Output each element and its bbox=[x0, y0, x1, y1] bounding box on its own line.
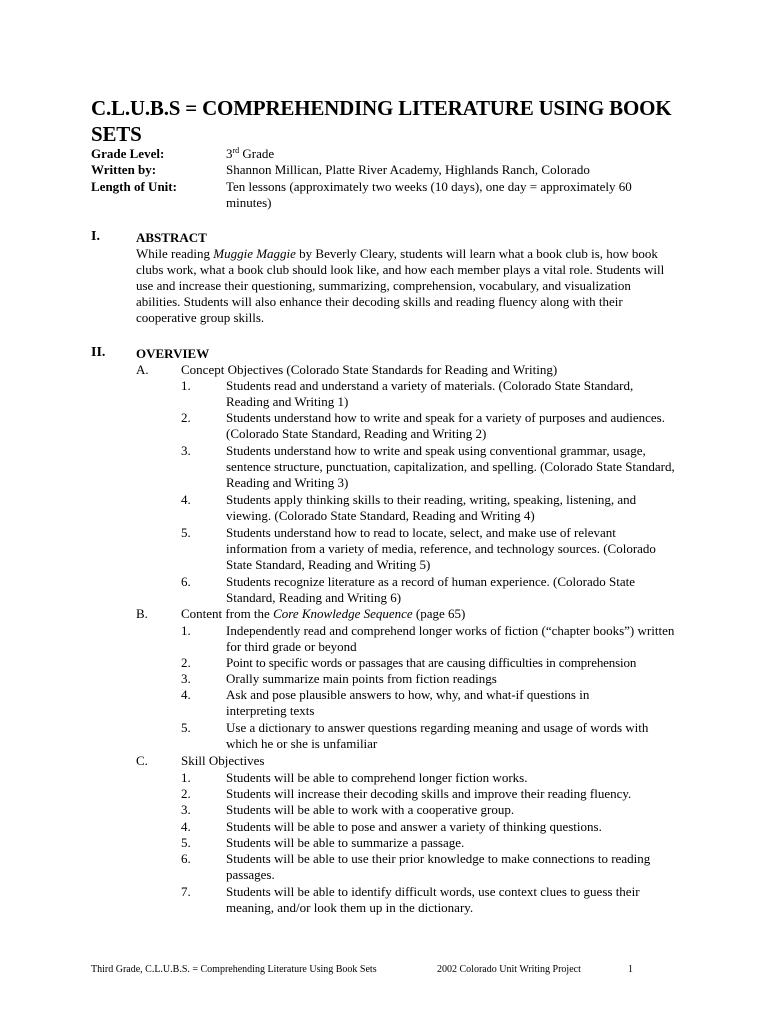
item-text: Students will be able to pose and answer a variety of thinking questions. bbox=[226, 819, 602, 834]
item-number: 4. bbox=[181, 687, 191, 702]
item-number: 1. bbox=[181, 770, 191, 785]
length-of-unit-label: Length of Unit: bbox=[91, 179, 177, 194]
item-text: Use a dictionary to answer questions regarding meaning and usage of words with which he or she is unfamiliar bbox=[226, 720, 649, 751]
item-number: 3. bbox=[181, 671, 191, 686]
subsection-title bbox=[181, 606, 681, 622]
item-number: 5. bbox=[181, 835, 191, 850]
written-by-value: Shannon Millican, Platte River Academy, Highlands Ranch, Colorado bbox=[226, 162, 590, 177]
item-number: 6. bbox=[181, 574, 191, 589]
item-text: Students understand how to write and speak using conventional grammar, usage, sentence structure, punctuation, capitalization, and spelling. (Colorado State Standard, Reading and Writing 3) bbox=[226, 443, 675, 490]
grade-level-value bbox=[226, 146, 686, 162]
page-number: 1 bbox=[628, 964, 633, 975]
grade-level-label: Grade Level: bbox=[91, 146, 165, 161]
item-number: 5. bbox=[181, 720, 191, 735]
abstract-text-start: While reading bbox=[136, 246, 214, 261]
item-number: 2. bbox=[181, 655, 191, 670]
item-number: 6. bbox=[181, 851, 191, 866]
item-text: Students will be able to use their prior knowledge to make connections to reading passages. bbox=[226, 851, 651, 882]
item-text: Students recognize literature as a record of human experience. (Colorado State Standard, Reading and Writing 6) bbox=[226, 574, 635, 605]
item-text: Students understand how to write and speak for a variety of purposes and audiences. (Colorado State Standard, Reading and Writing 2) bbox=[226, 410, 665, 441]
document-title: C.L.U.B.S = COMPREHENDING LITERATURE USING BOOK SETS bbox=[91, 96, 672, 146]
length-of-unit-value: Ten lessons (approximately two weeks (10 days), one day = approximately 60 minutes) bbox=[226, 179, 632, 210]
item-number: 1. bbox=[181, 378, 191, 393]
item-number: 4. bbox=[181, 492, 191, 507]
subsection-title: Concept Objectives (Colorado State Standards for Reading and Writing) bbox=[181, 362, 558, 377]
item-text: Students read and understand a variety of materials. (Colorado State Standard, Reading and Writing 1) bbox=[226, 378, 634, 409]
footer-unit-title: Third Grade, C.L.U.B.S. = Comprehending Literature Using Book Sets bbox=[91, 964, 377, 975]
item-number: 3. bbox=[181, 802, 191, 817]
item-text: Independently read and comprehend longer works of fiction (“chapter books”) written for third grade or beyond bbox=[226, 623, 675, 654]
subsection-title: Skill Objectives bbox=[181, 753, 265, 768]
section-numeral-1: I. bbox=[91, 229, 100, 244]
item-text: Students apply thinking skills to their reading, writing, speaking, listening, and viewing. (Colorado State Standard, Reading and Writing 4) bbox=[226, 492, 637, 523]
book-title: Muggie Maggie bbox=[213, 246, 296, 261]
abstract-text-rest: by Beverly Cleary, students will learn what a book club is, how book clubs work, what a book club should look like, and how each member plays a vital role. Students will use and increase their questioning, summarizing, comprehension, vocabulary, and visualization abilities. Students will also enhance their decoding skills and reading fluency along with their cooperative group skills. bbox=[136, 246, 665, 325]
item-number: 2. bbox=[181, 786, 191, 801]
subsection-title-start: Content from the bbox=[181, 606, 274, 621]
item-text: Students will be able to summarize a passage. bbox=[226, 835, 465, 850]
item-number: 5. bbox=[181, 525, 191, 540]
grade-number: 3 bbox=[226, 146, 233, 161]
item-number: 1. bbox=[181, 623, 191, 638]
source-title: Core Knowledge Sequence bbox=[273, 606, 413, 621]
section-heading-overview: OVERVIEW bbox=[136, 346, 210, 361]
subsection-letter: B. bbox=[136, 606, 148, 621]
subsection-letter: A. bbox=[136, 362, 149, 377]
item-text: Students understand how to read to locate, select, and make use of relevant information from a variety of media, reference, and technology sources. (Colorado State Standard, Reading and Writing 5) bbox=[226, 525, 656, 572]
item-text: Ask and pose plausible answers to how, why, and what-if questions in interpreting texts bbox=[226, 687, 590, 718]
item-text: Students will be able to work with a cooperative group. bbox=[226, 802, 515, 817]
footer-project: 2002 Colorado Unit Writing Project bbox=[437, 964, 581, 975]
item-text: Students will be able to identify difficult words, use context clues to guess their meaning, and/or look them up in the dictionary. bbox=[226, 884, 640, 915]
item-number: 4. bbox=[181, 819, 191, 834]
subsection-title-end: (page 65) bbox=[412, 606, 466, 621]
item-text: Point to specific words or passages that are causing difficulties in comprehension bbox=[226, 655, 637, 670]
written-by-label: Written by: bbox=[91, 162, 157, 177]
section-heading-abstract: ABSTRACT bbox=[136, 230, 207, 245]
item-number: 7. bbox=[181, 884, 191, 899]
item-text: Orally summarize main points from fiction readings bbox=[226, 671, 497, 686]
grade-word: Grade bbox=[239, 146, 275, 161]
item-number: 2. bbox=[181, 410, 191, 425]
subsection-letter: C. bbox=[136, 753, 148, 768]
item-text: Students will be able to comprehend longer fiction works. bbox=[226, 770, 528, 785]
item-number: 3. bbox=[181, 443, 191, 458]
grade-suffix: rd bbox=[232, 146, 240, 155]
abstract-paragraph bbox=[136, 246, 676, 326]
item-text: Students will increase their decoding skills and improve their reading fluency. bbox=[226, 786, 632, 801]
section-numeral-2: II. bbox=[91, 345, 106, 360]
